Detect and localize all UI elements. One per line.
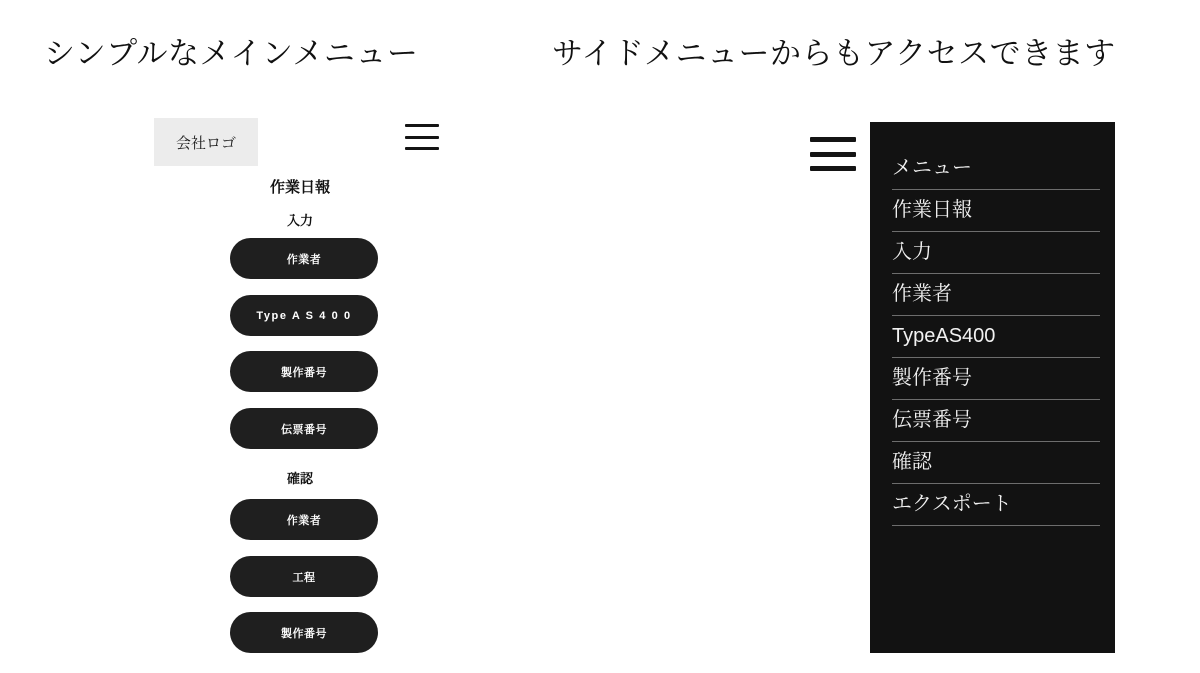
- hamburger-bar: [405, 124, 439, 127]
- caption-side-menu: サイドメニューからもアクセスできます: [552, 36, 1116, 71]
- button-input-worker[interactable]: 作業者: [230, 238, 378, 279]
- side-menu-item-input[interactable]: 入力: [892, 232, 1100, 274]
- side-menu-mockup: [720, 110, 1140, 655]
- side-menu-item-export[interactable]: エクスポート: [892, 484, 1100, 526]
- side-menu-item-typeas400[interactable]: TypeAS400: [892, 316, 1100, 358]
- button-confirm-production-number[interactable]: 製作番号: [230, 612, 378, 653]
- caption-main-menu: シンプルなメインメニュー: [44, 36, 419, 71]
- section-label-confirm: 確認: [286, 471, 313, 486]
- hamburger-bar: [405, 136, 439, 139]
- hamburger-bar: [810, 137, 856, 142]
- page-title: 作業日報: [269, 179, 330, 196]
- button-input-slip-number[interactable]: 伝票番号: [230, 408, 378, 449]
- side-menu-list: [892, 148, 1100, 526]
- side-menu-item-slip-number[interactable]: 伝票番号: [892, 400, 1100, 442]
- hamburger-icon[interactable]: [810, 137, 856, 171]
- button-input-typeas400[interactable]: Type A S 4 0 0: [230, 295, 378, 336]
- hamburger-bar: [405, 147, 439, 150]
- company-logo: 会社ロゴ: [154, 118, 258, 166]
- side-menu-item-confirm[interactable]: 確認: [892, 442, 1100, 484]
- hamburger-bar: [810, 152, 856, 157]
- button-input-production-number[interactable]: 製作番号: [230, 351, 378, 392]
- hamburger-icon[interactable]: [405, 124, 439, 150]
- side-drawer: [870, 122, 1115, 653]
- main-menu-mockup: [150, 110, 450, 655]
- hamburger-bar: [810, 166, 856, 171]
- button-confirm-process[interactable]: 工程: [230, 556, 378, 597]
- side-menu-item-menu[interactable]: メニュー: [892, 148, 1100, 190]
- side-menu-item-worker[interactable]: 作業者: [892, 274, 1100, 316]
- button-confirm-worker[interactable]: 作業者: [230, 499, 378, 540]
- side-menu-item-daily-report[interactable]: 作業日報: [892, 190, 1100, 232]
- section-label-input: 入力: [286, 213, 313, 228]
- side-menu-item-production-number[interactable]: 製作番号: [892, 358, 1100, 400]
